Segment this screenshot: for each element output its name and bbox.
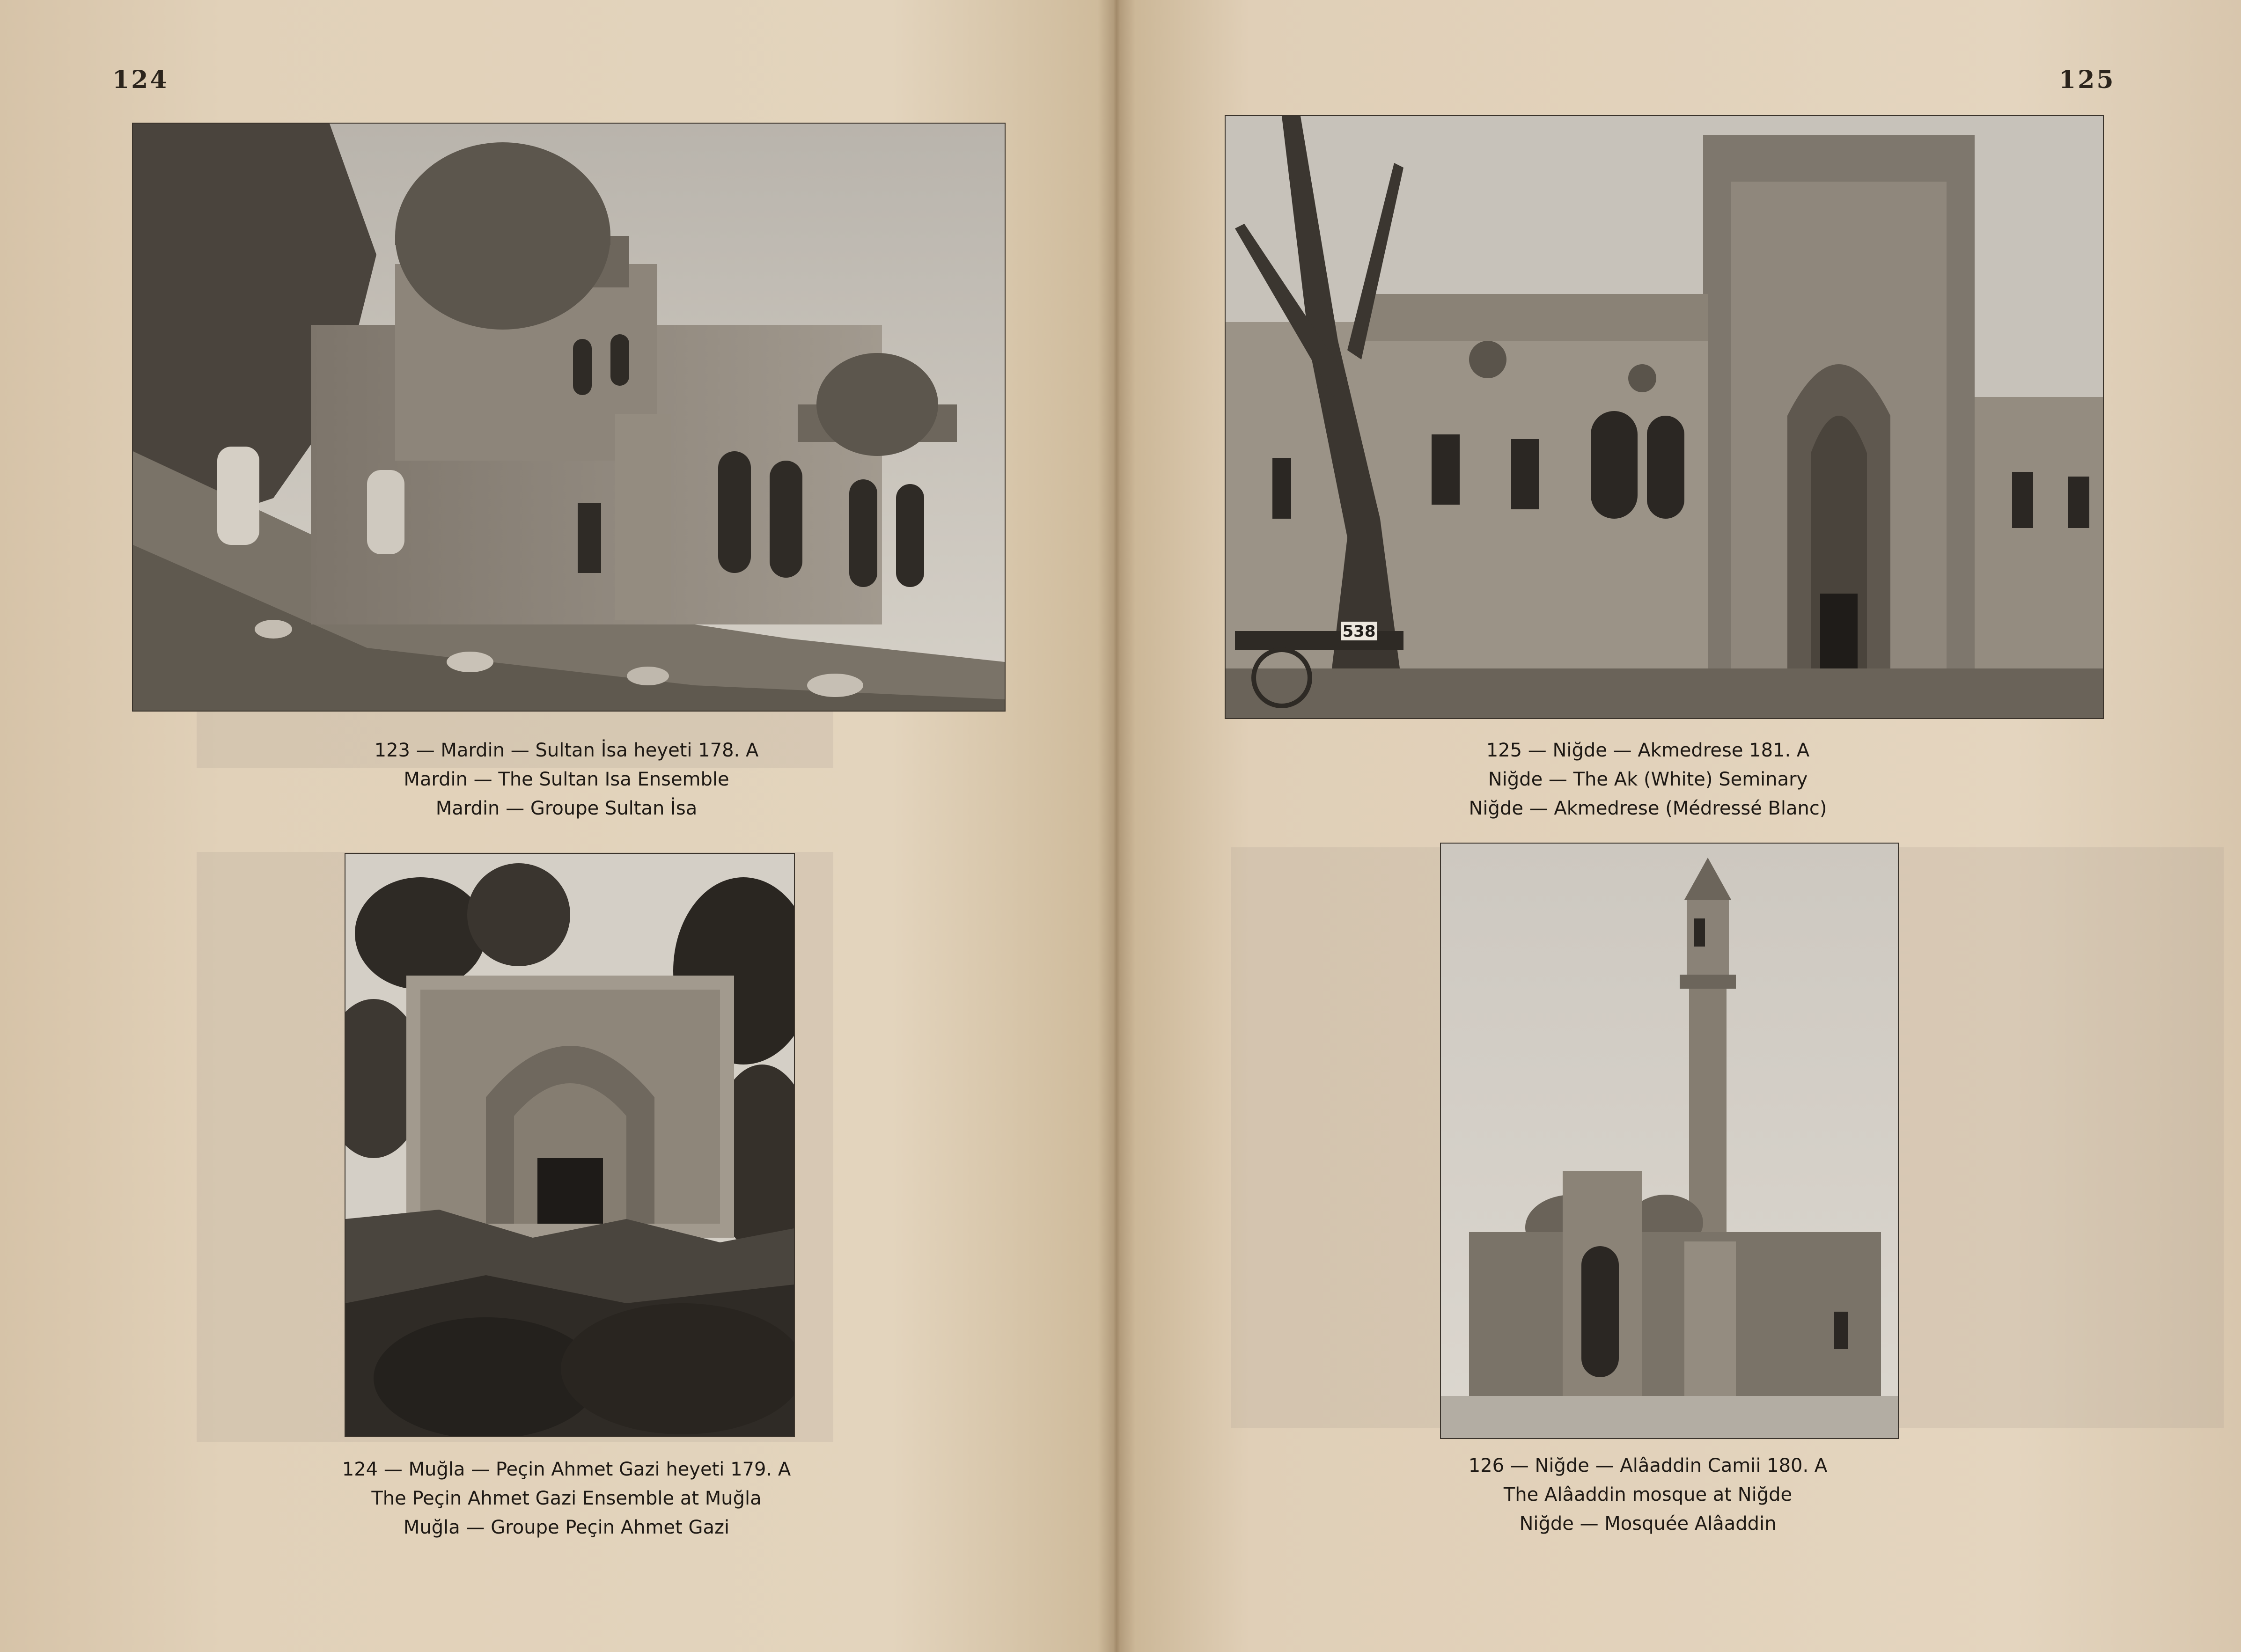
photo-stamp-number: 538 — [1342, 622, 1376, 641]
photo-mugla-pecin-ahmet-gazi — [345, 853, 795, 1437]
caption-126 — [1301, 1451, 1994, 1538]
caption-line-french: Niğde — Akmedrese (Médressé Blanc) — [1469, 798, 1827, 819]
caption-line-turkish: 125 — Niğde — Akmedrese 181. A — [1486, 740, 1810, 761]
caption-line-french: Muğla — Groupe Peçin Ahmet Gazi — [403, 1517, 730, 1538]
caption-line-turkish: 126 — Niğde — Alâaddin Camii 180. A — [1468, 1455, 1828, 1476]
photo-mardin-sultan-isa — [132, 123, 1006, 712]
page-number-right: 125 — [2059, 66, 2116, 94]
photo-nigde-akmedrese — [1225, 115, 2104, 719]
caption-line-turkish: 124 — Muğla — Peçin Ahmet Gazi heyeti 179. A — [342, 1459, 791, 1480]
caption-line-english: The Peçin Ahmet Gazi Ensemble at Muğla — [371, 1488, 762, 1509]
caption-line-french: Niğde — Mosquée Alâaddin — [1519, 1513, 1777, 1535]
caption-line-french: Mardin — Groupe Sultan İsa — [435, 798, 698, 819]
left-page — [0, 0, 1114, 1652]
caption-125 — [1301, 736, 1994, 823]
caption-123 — [220, 736, 913, 823]
right-page — [1114, 0, 2241, 1652]
caption-line-turkish: 123 — Mardin — Sultan İsa heyeti 178. A — [374, 740, 759, 761]
caption-line-english: Mardin — The Sultan Isa Ensemble — [404, 769, 729, 790]
caption-124 — [220, 1455, 913, 1542]
caption-line-english: The Alâaddin mosque at Niğde — [1503, 1484, 1793, 1505]
page-number-left: 124 — [112, 66, 169, 94]
book-gutter — [1098, 0, 1135, 1652]
caption-line-english: Niğde — The Ak (White) Seminary — [1488, 769, 1808, 790]
photo-nigde-alaaddin-camii — [1440, 843, 1899, 1439]
